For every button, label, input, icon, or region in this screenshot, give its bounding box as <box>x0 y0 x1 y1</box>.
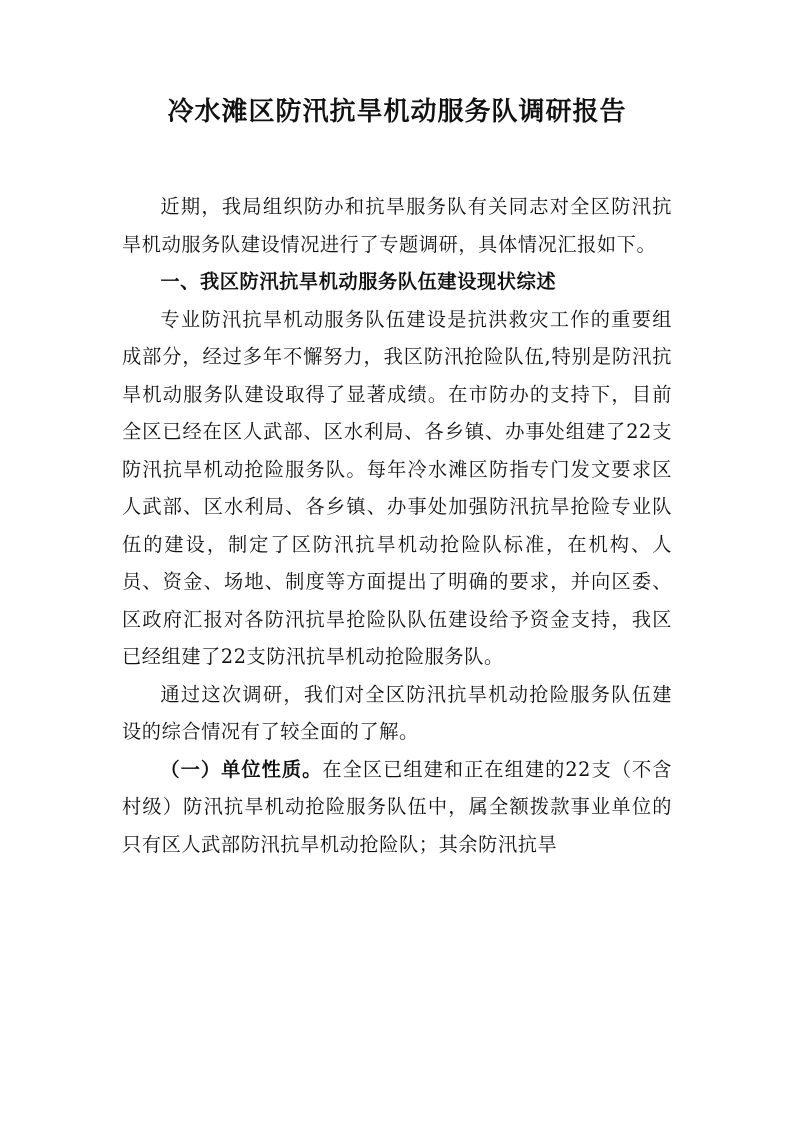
section1-paragraph-2: 通过这次调研，我们对全区防汛抗旱机动抢险服务队伍建设的综合情况有了较全面的了解。 <box>122 682 672 743</box>
section1-paragraph-1: 专业防汛抗旱机动服务队伍建设是抗洪救灾工作的重要组成部分，经过多年不懈努力，我区防汛抢险队伍,特别是防汛抗旱机动服务队建设取得了显著成绩。在市防办的支持下，目前全区已经在区人武部、区水利局、各乡镇、办事处组建了22支防汛抗旱机动抢险服务队。每年冷水滩区防指专门发文要求区人武部、区水利局、各乡镇、办事处加强防汛抗旱抢险专业队伍的建设，制定了区防汛抗旱机动抢险队标准，在机构、人员、资金、场地、制度等方面提出了明确的要求，并向区委、区政府汇报对各防汛抗旱抢险队队伍建设给予资金支持，我区已经组建了22支防汛抗旱机动抢险服务队。 <box>122 307 672 668</box>
section-heading-1: 一、我区防汛抗旱机动服务队伍建设现状综述 <box>160 270 557 293</box>
subsection1-text: 在全区已组建和正在组建的22支（不含村级）防汛抗旱机动抢险服务队伍中，属全额拨款事业单位的只有区人武部防汛抗旱机动抢险队；其余防汛抗旱 <box>122 757 672 856</box>
document-title: 冷水滩区防汛抗旱机动服务队调研报告 <box>167 97 627 127</box>
document-page <box>122 94 672 863</box>
subsection1-label: （一）单位性质。 <box>160 757 323 781</box>
subsection1-paragraph <box>122 751 672 864</box>
intro-paragraph: 近期，我局组织防办和抗旱服务队有关同志对全区防汛抗旱机动服务队建设情况进行了专题调研，具体情况汇报如下。 <box>122 195 672 256</box>
